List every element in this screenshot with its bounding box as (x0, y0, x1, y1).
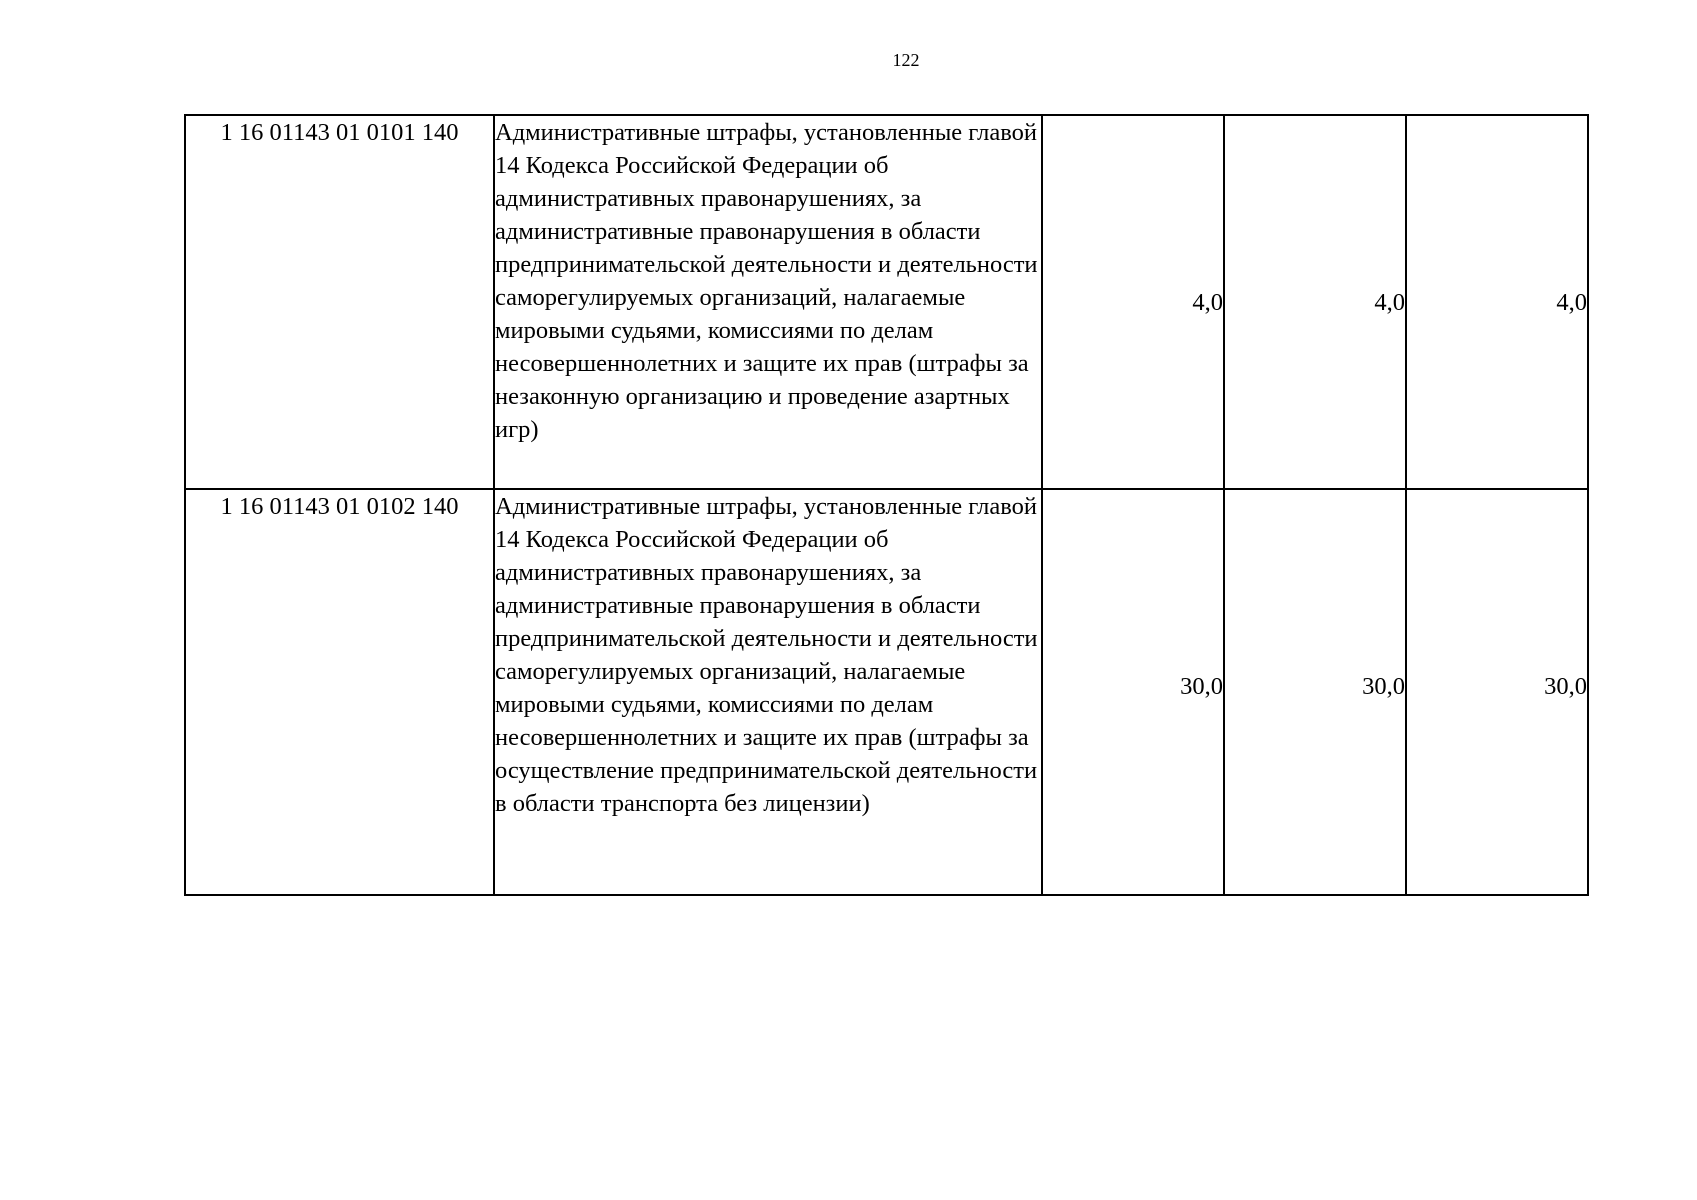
value-cell-year-2: 30,0 (1224, 489, 1406, 895)
table-row (185, 489, 1588, 895)
description-cell: Административные штрафы, установленные главой 14 Кодекса Российской Федерации об административных правонарушениях, за административные правонарушения в области предпринимательской деятельности и деятельности саморегулируемых организаций, налагаемые мировыми судьями, комиссиями по делам несовершеннолетних и защите их прав (штрафы за незаконную организацию и проведение азартных игр) (494, 115, 1042, 489)
value-cell-year-3: 30,0 (1406, 489, 1588, 895)
budget-code-cell: 1 16 01143 01 0102 140 (185, 489, 494, 895)
description-cell: Административные штрафы, установленные главой 14 Кодекса Российской Федерации об административных правонарушениях, за административные правонарушения в области предпринимательской деятельности и деятельности саморегулируемых организаций, налагаемые мировыми судьями, комиссиями по делам несовершеннолетних и защите их прав (штрафы за осуществление предпринимательской деятельности в области транспорта без лицензии) (494, 489, 1042, 895)
value-cell-year-3: 4,0 (1406, 115, 1588, 489)
budget-table (184, 114, 1589, 896)
page-number: 122 (892, 50, 920, 70)
budget-code-cell: 1 16 01143 01 0101 140 (185, 115, 494, 489)
value-cell-year-2: 4,0 (1224, 115, 1406, 489)
value-cell-year-1: 30,0 (1042, 489, 1224, 895)
table-row (185, 115, 1588, 489)
value-cell-year-1: 4,0 (1042, 115, 1224, 489)
